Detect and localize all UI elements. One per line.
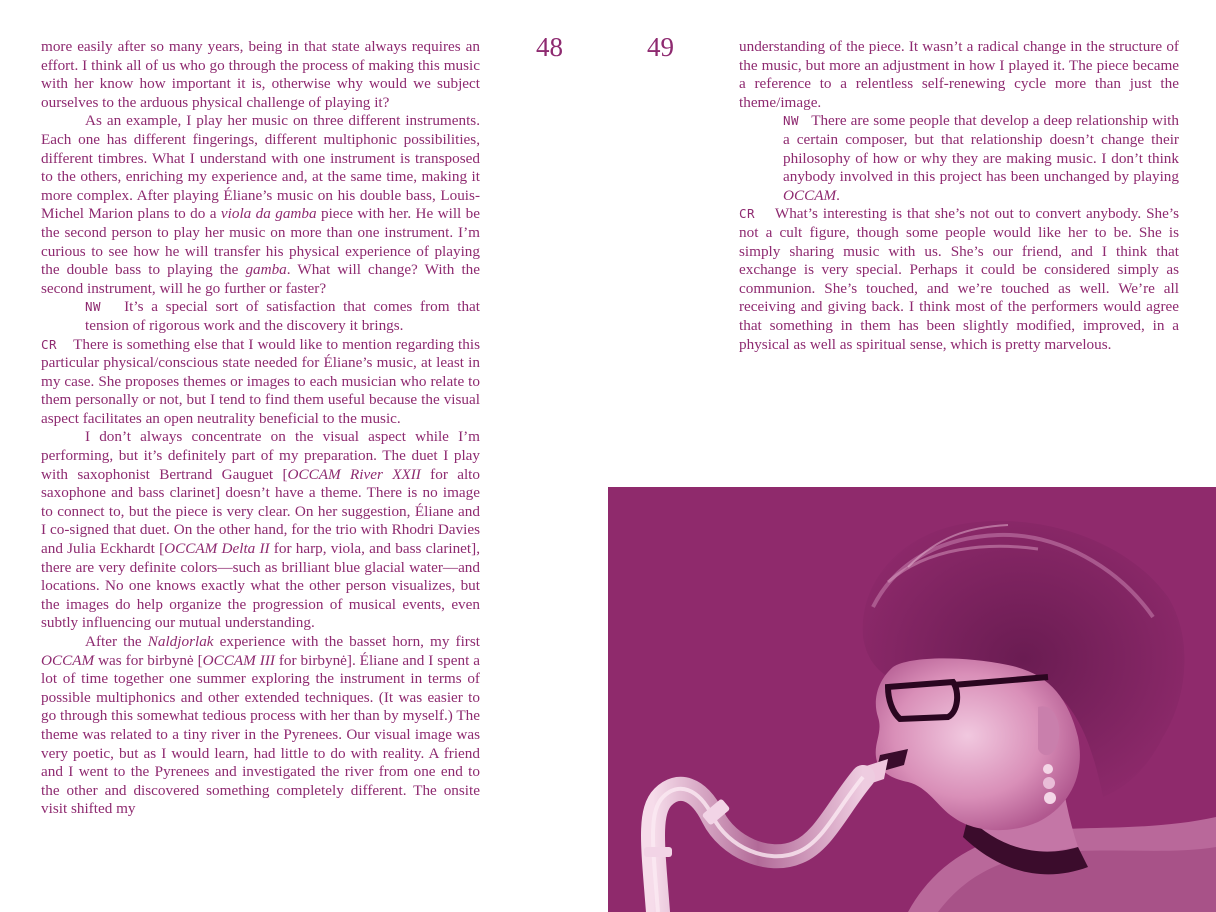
page-number-right: 49 <box>647 32 674 62</box>
nw-remark: NW There are some people that develop a deep relationship with a certain composer, but that relationship doesn’t change their philosophy of how or why they are making music. I don’t think anybody involved in this project has been unchanged by playing OCCAM. <box>783 112 1179 204</box>
paragraph: more easily after so many years, being in that state always requires an effort. I think all of us who go through the process of making this music with her know how important it is, otherwise why would we subject ourselves to the arduous physical challenge of playing it? <box>41 38 480 111</box>
nw-remark: NW It’s a special sort of satisfaction that comes from that tension of rigorous work and the discovery it brings. <box>85 298 480 334</box>
paragraph: I don’t always concentrate on the visual aspect while I’m performing, but it’s definitely part of my preparation. The duet I play with saxophonist Bertrand Gauguet [OCCAM River XXII for alto saxophone and bass clarinet] doesn’t have a theme. There is no image to connect to, but the piece is very clear. On her suggestion, Éliane and I co-signed that duet. On the other hand, for the trio with Rhodri Davies and Julia Eckhardt [OCCAM Delta II for harp, viola, and bass clarinet], there are very definite colors—such as brilliant blue glacial water—and locations. No one knows exactly what the other person visualizes, but the images do help organize the progression of musical events, even subtly influencing our mutual understanding. <box>41 428 480 632</box>
paragraph: After the Naldjorlak experience with the basset horn, my first OCCAM was for birbynė [OCCAM III for birbynė]. Éliane and I spent a lot of time together one summer exploring the instrument in terms of possible multiphonics and other extended techniques. (It was easier to go through this somewhat tedious process with her than by myself.) The theme was related to a tiny river in the Pyrenees. Our visual image was very poetic, but as I would learn, had little to do with reality. A friend and I went to the Pyrenees and investigated the river from one end to the other and discovered something completely different. The onsite visit shifted my <box>41 633 480 818</box>
paragraph: As an example, I play her music on three different instruments. Each one has different fingerings, different multiphonic possibilities, different timbres. What I understand with one instrument is transposed to the others, enriching my experience and, at the same time, making it more complex. After playing Éliane’s music on his double bass, Louis-Michel Marion plans to do a viola da gamba piece with her. He will be the second person to play her music on more than one instrument. I’m curious to see how he will transfer his physical experience of playing the double bass to playing the gamba. What will change? With the second instrument, will he go further or faster? <box>41 112 480 297</box>
paragraph: understanding of the piece. It wasn’t a radical change in the structure of the music, but more an adjustment in how I played it. The piece became a reference to a relentless self-renewing cycle more than just the theme/image. <box>739 38 1179 111</box>
speaker-cr: CR <box>739 206 756 222</box>
cr-remark: CR There is something else that I would like to mention regarding this particular physical/conscious state needed for Éliane’s music, at least in my case. She proposes themes or images to each musician who relate to them personally or not, but I tend to find them useful because the visual aspect facilitates an open neutrality beneficial to the music. <box>41 335 481 427</box>
left-page-text <box>41 38 480 819</box>
clarinetist-portrait-illustration <box>608 487 1216 912</box>
speaker-nw: NW <box>783 113 800 129</box>
cr-remark: CR What’s interesting is that she’s not out to convert anybody. She’s not a cult figure, though some people would like her to be. She is simply sharing music with us. She’s our friend, and I think that exchange is very special. Perhaps it could be considered simply as communion. She’s touched, and we’re touched as well. We’re all receiving and giving back. I think most of the performers would agree that something in them has been slightly modified, improved, in a physical as well as spiritual sense, which is pretty marvelous. <box>739 205 1179 353</box>
speaker-nw: NW <box>85 299 102 315</box>
speaker-cr: CR <box>41 336 58 352</box>
page-number-left: 48 <box>536 32 563 62</box>
right-page-text <box>739 38 1179 354</box>
musician-photo <box>608 487 1216 912</box>
